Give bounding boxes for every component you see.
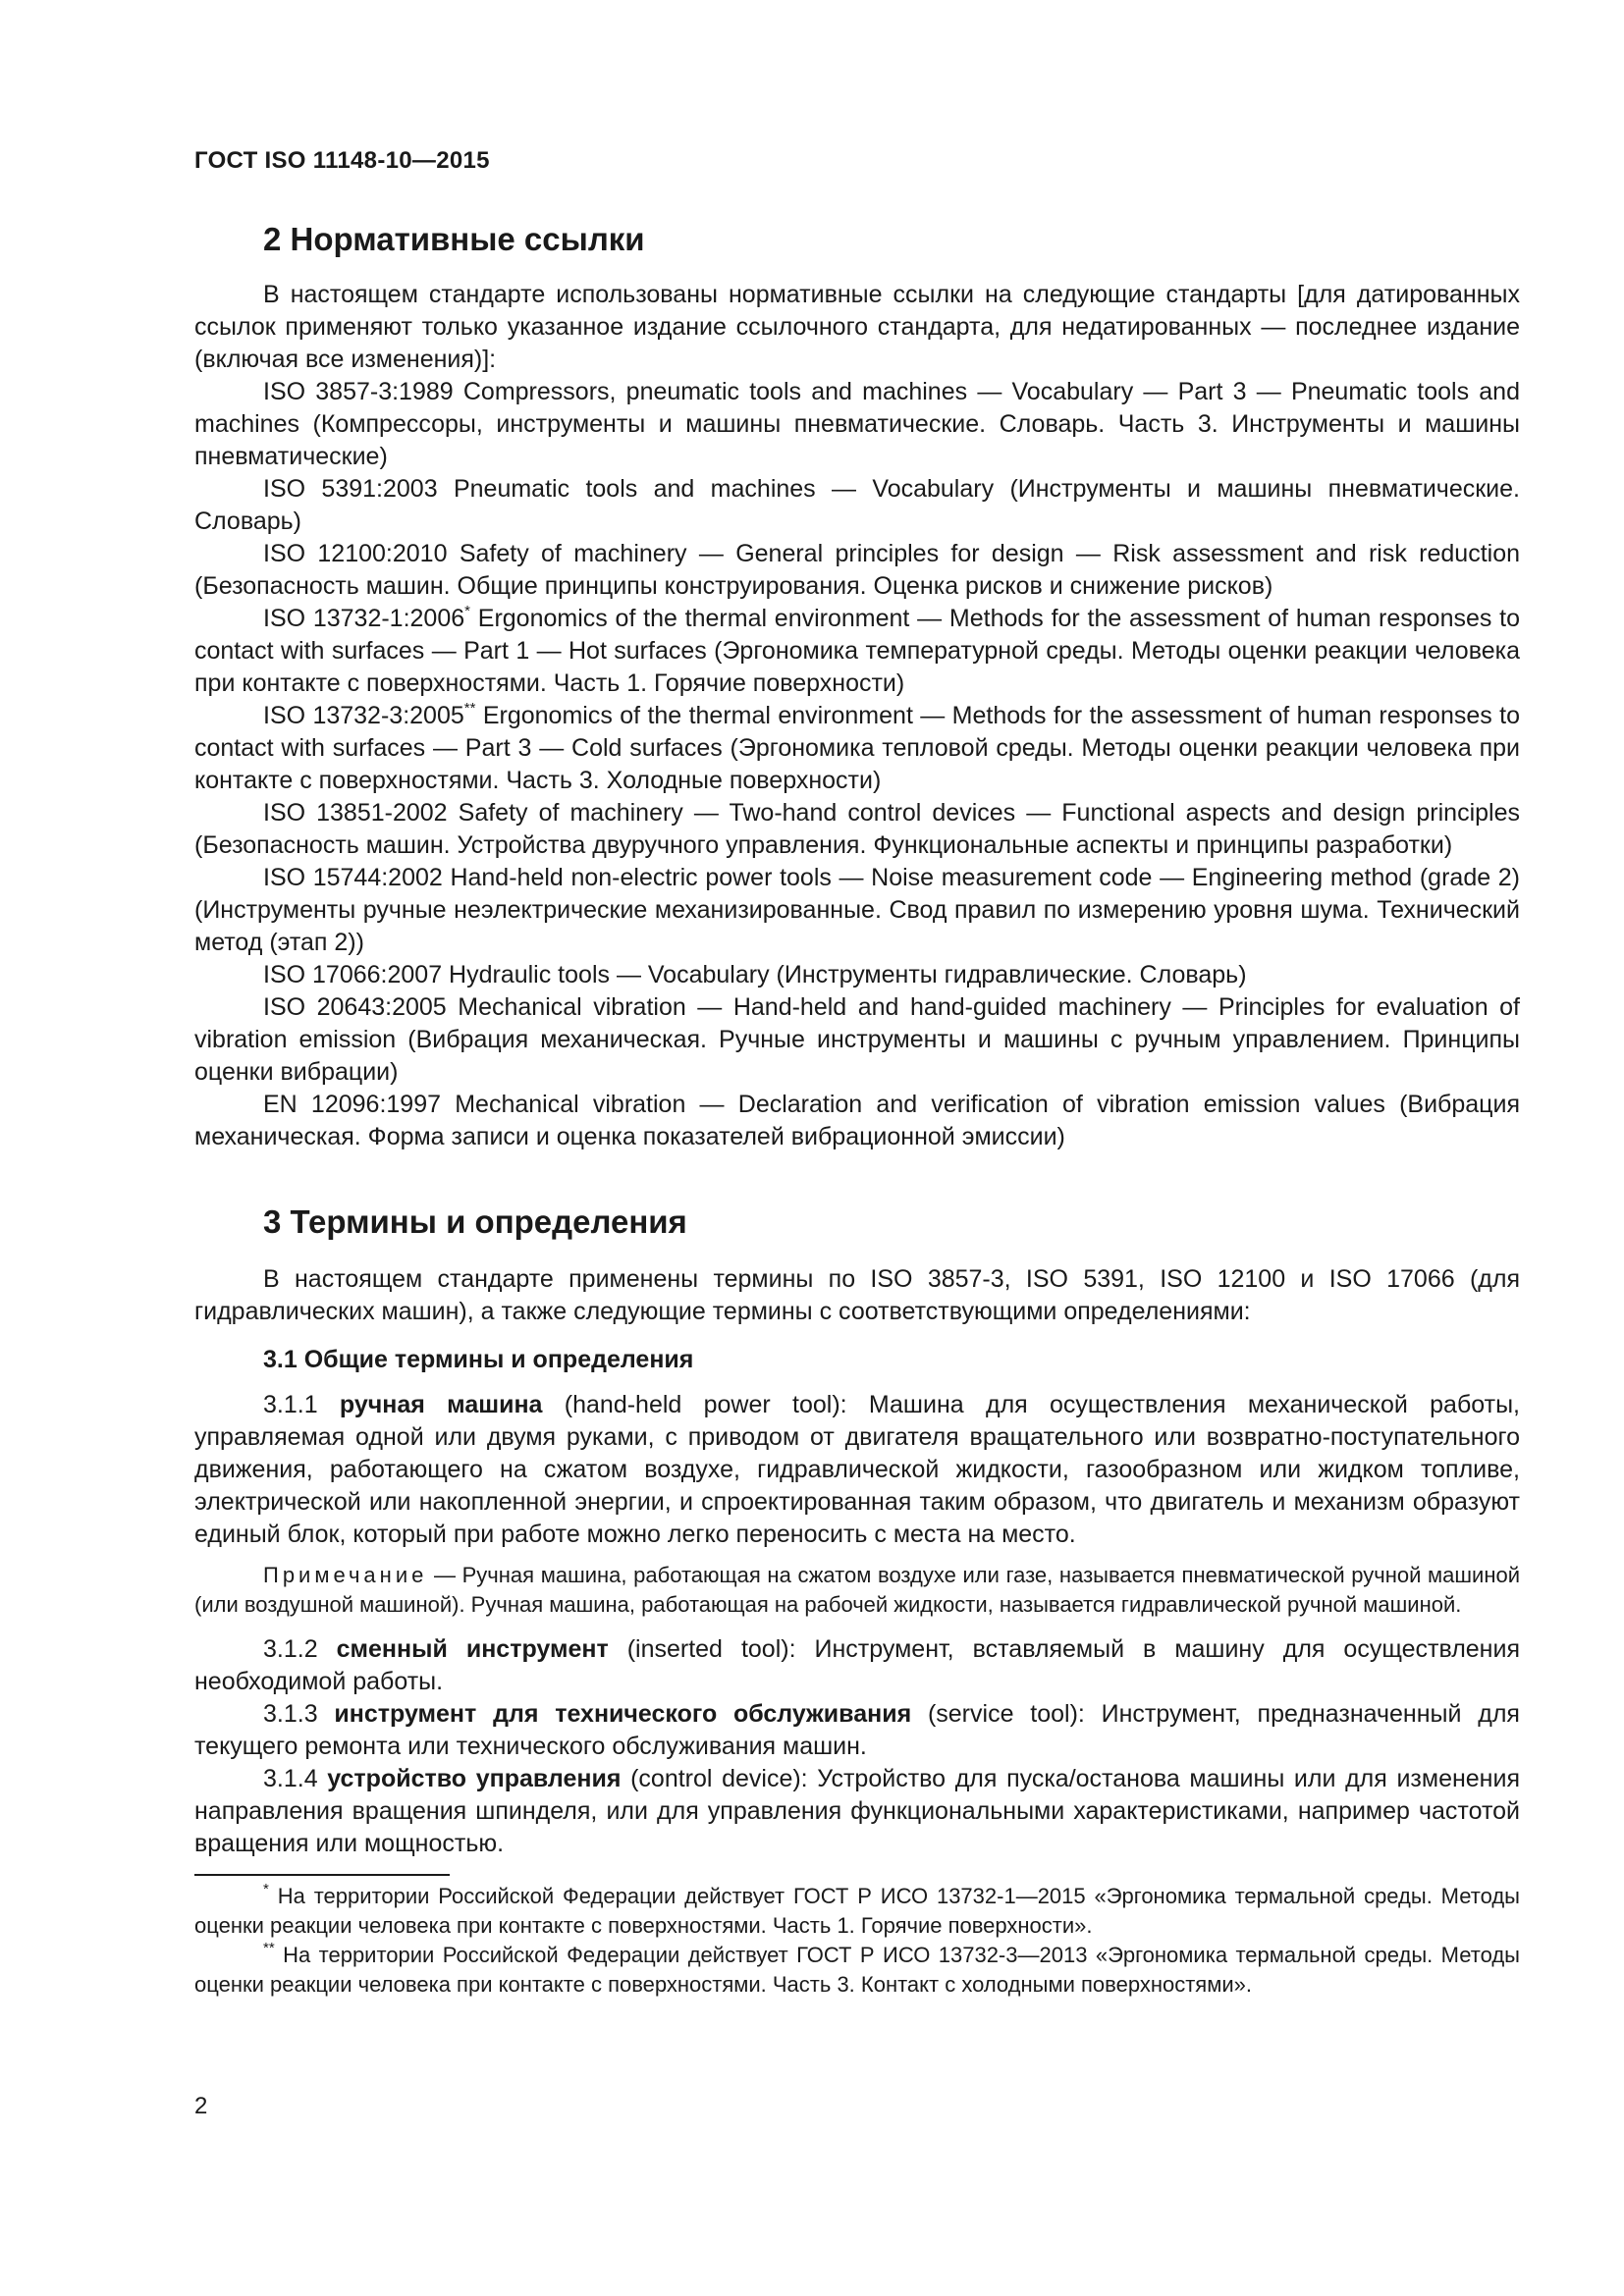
term-text: (inserted tool): Инструмент, вставляемый в машину для осуществления необходимой работы.: [194, 1635, 1520, 1695]
footnote-marker: **: [263, 1939, 275, 1956]
reference-text: Ergonomics of the thermal environment — Methods for the assessment of human responses to contact with surfaces — Part 1 — Hot surfaces (Эргономика температурной среды. Методы оценки реакции человека при контакте с поверхностями. Часть 1. Горячие поверхности): [194, 605, 1520, 697]
reference-text: Hydraulic tools — Vocabulary (Инструменты гидравлические. Словарь): [442, 961, 1247, 988]
page-content: [194, 218, 1520, 2000]
term-definition: [194, 1633, 1520, 1698]
footnote-text: На территории Российской Федерации действует ГОСТ Р ИСО 13732-3—2013 «Эргономика термальной среды. Методы оценки реакции человека при контакте с поверхностями. Часть 3. Контакт с холодными поверхностями».: [194, 1943, 1520, 1997]
reference-code: ISO 5391:2003: [263, 475, 438, 503]
reference-item: [194, 376, 1520, 473]
reference-code: ISO 3857-3:1989: [263, 378, 454, 405]
section-2-heading: 2 Нормативные ссылки: [263, 221, 645, 257]
footnotes: [194, 1882, 1520, 2000]
section-3-intro: В настоящем стандарте применены термины по ISO 3857-3, ISO 5391, ISO 12100 и ISO 17066 (для гидравлических машин), а также следующие термины с соответствующими определениями:: [194, 1265, 1520, 1325]
footnote-marker: *: [464, 602, 470, 619]
reference-item: [194, 991, 1520, 1089]
reference-item: [194, 959, 1520, 991]
footnote-text: На территории Российской Федерации действует ГОСТ Р ИСО 13732-1—2015 «Эргономика термальной среды. Методы оценки реакции человека при контакте с поверхностями. Часть 1. Горячие поверхности».: [194, 1884, 1520, 1938]
section-3-heading: 3 Термины и определения: [263, 1203, 687, 1240]
reference-text: Safety of machinery — General principles for design — Risk assessment and risk reduction (Безопасность машин. Общие принципы конструирования. Оценка рисков и снижение рисков): [194, 540, 1520, 600]
term-definition: [194, 1763, 1520, 1860]
reference-item: [194, 603, 1520, 700]
footnote-marker: *: [263, 1880, 269, 1897]
term-number: 3.1.2: [263, 1635, 337, 1663]
page-number: 2: [194, 2093, 208, 2119]
reference-code: ISO 12100:2010: [263, 540, 448, 567]
term-name: устройство управления: [327, 1765, 622, 1792]
term-text: (control device): Устройство для пуска/останова машины или для изменения направления вращения шпинделя, или для управления функциональными характеристиками, например частотой вращения или мощностью.: [194, 1765, 1520, 1857]
term-note: [194, 1561, 1520, 1620]
reference-item: [194, 700, 1520, 797]
term-text: (hand-held power tool): Машина для осуществления механической работы, управляемая одной или двумя руками, с приводом от двигателя вращательного или возвратно-поступательного движения, работающего на сжатом воздухе, гидравлической жидкости, газообразном или жидком топливе, электрической или накопленной энергии, и спроектированная таким образом, что двигатель и механизм образуют единый блок, который при работе можно легко переносить с места на место.: [194, 1391, 1520, 1548]
reference-item: [194, 1089, 1520, 1153]
reference-code: ISO 17066:2007: [263, 961, 443, 988]
section-2-intro: В настоящем стандарте использованы нормативные ссылки на следующие стандарты [для датированных ссылок применяют только указанное издание ссылочного стандарта, для недатированных — последнее издание (включая все изменения)]:: [194, 281, 1520, 373]
footnote-item: [194, 1941, 1520, 2000]
term-name: инструмент для технического обслуживания: [334, 1700, 912, 1728]
subsection-3-1-heading: 3.1 Общие термины и определения: [263, 1346, 694, 1373]
reference-item: [194, 862, 1520, 959]
footnote-item: [194, 1882, 1520, 1941]
section-terms-definitions: [194, 1201, 1520, 1860]
term-name: сменный инструмент: [336, 1635, 609, 1663]
term-name: ручная машина: [339, 1391, 543, 1418]
reference-code: ISO 15744:2002: [263, 864, 443, 891]
reference-text: Ergonomics of the thermal environment — Methods for the assessment of human responses to contact with surfaces — Part 3 — Cold surfaces (Эргономика тепловой среды. Методы оценки реакции человека при контакте с поверхностями. Часть 3. Холодные поверхности): [194, 702, 1520, 794]
reference-code: ISO 13732-3:2005: [263, 702, 464, 729]
reference-text: Mechanical vibration — Hand-held and hand-guided machinery — Principles for evaluation of vibration emission (Вибрация механическая. Ручные инструменты и машины с ручным управлением. Принципы оценки вибрации): [194, 993, 1521, 1086]
reference-text: Pneumatic tools and machines — Vocabulary (Инструменты и машины пневматические. Словарь): [194, 475, 1520, 535]
note-text: — Ручная машина, работающая на сжатом воздухе или газе, называется пневматической ручной машиной (или воздушной машиной). Ручная машина, работающая на рабочей жидкости, называется гидравлической ручной машиной.: [194, 1563, 1520, 1617]
term-definition: [194, 1389, 1520, 1551]
reference-code: ISO 20643:2005: [263, 993, 447, 1021]
footnote-separator: [194, 1874, 450, 1876]
reference-code: EN 12096:1997: [263, 1091, 442, 1118]
reference-text: Mechanical vibration — Declaration and verification of vibration emission values (Вибрация механическая. Форма записи и оценка показателей вибрационной эмиссии): [194, 1091, 1520, 1150]
note-label: Примечание: [263, 1563, 428, 1587]
reference-text: Safety of machinery — Two-hand control devices — Functional aspects and design principles (Безопасность машин. Устройства двуручного управления. Функциональные аспекты и принципы разработки): [194, 799, 1520, 859]
reference-item: [194, 473, 1520, 538]
reference-item: [194, 797, 1520, 862]
term-number: 3.1.3: [263, 1700, 335, 1728]
term-number: 3.1.4: [263, 1765, 328, 1792]
section-normative-references: [194, 218, 1520, 1153]
document-code-header: ГОСТ ISO 11148-10—2015: [194, 147, 490, 174]
reference-text: Compressors, pneumatic tools and machines — Vocabulary — Part 3 — Pneumatic tools and machines (Компрессоры, инструменты и машины пневматические. Словарь. Часть 3. Инструменты и машины пневматические): [194, 378, 1520, 470]
term-text: (service tool): Инструмент, предназначенный для текущего ремонта или технического обслуживания машин.: [194, 1700, 1520, 1760]
reference-text: Hand-held non-electric power tools — Noise measurement code — Engineering method (grade 2) (Инструменты ручные неэлектрические механизированные. Свод правил по измерению уровня шума. Технический метод (этап 2)): [194, 864, 1520, 956]
term-number: 3.1.1: [263, 1391, 340, 1418]
reference-code: ISO 13851-2002: [263, 799, 448, 827]
term-definition: [194, 1698, 1520, 1763]
reference-item: [194, 538, 1520, 603]
reference-code: ISO 13732-1:2006: [263, 605, 465, 632]
footnote-marker: **: [463, 699, 476, 717]
